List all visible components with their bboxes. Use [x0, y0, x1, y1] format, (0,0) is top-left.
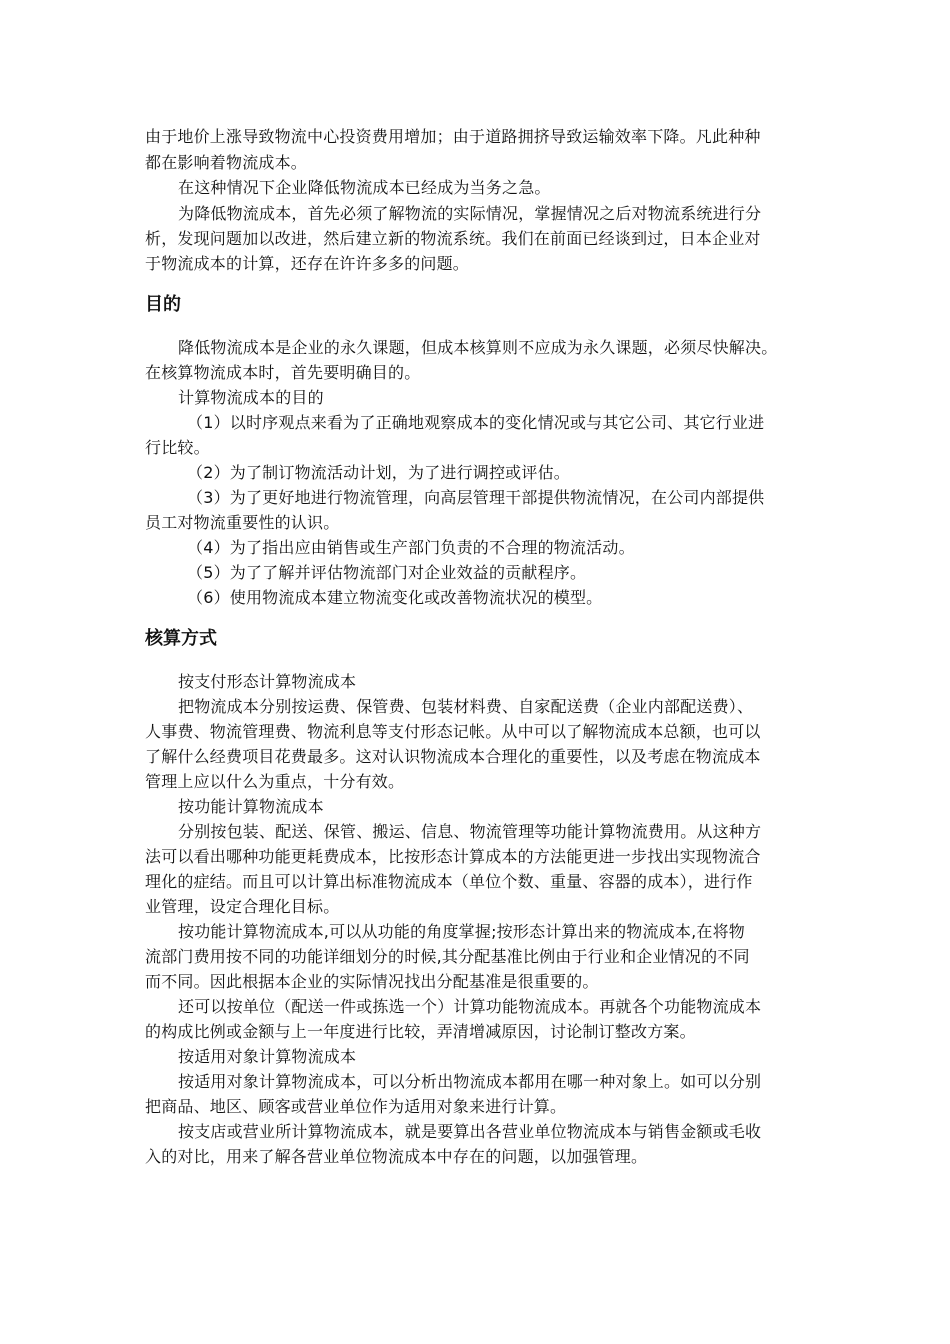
- method-s2-p2-line-3: 而不同。因此根据本企业的实际情况找出分配基准是很重要的。: [145, 972, 599, 991]
- method-s3-p2-line-1: 按支店或营业所计算物流成本，就是要算出各营业单位物流成本与销售金额或毛收: [178, 1122, 762, 1141]
- purpose-subheading: 计算物流成本的目的: [178, 388, 324, 407]
- purpose-item-4: （4）为了指出应由销售或生产部门负责的不合理的物流活动。: [187, 538, 635, 557]
- purpose-item-6: （6）使用物流成本建立物流变化或改善物流状况的模型。: [187, 588, 603, 607]
- method-heading: 核算方式: [145, 628, 217, 649]
- method-s2-p2-line-2: 流部门费用按不同的功能详细划分的时候,其分配基准比例由于行业和企业情况的不同: [145, 947, 750, 966]
- purpose-p1-line-2: 在核算物流成本时，首先要明确目的。: [145, 363, 421, 382]
- purpose-p1-line-1: 降低物流成本是企业的永久课题，但成本核算则不应成为永久课题，必须尽快解决。: [178, 338, 778, 357]
- intro-p1-line-1: 由于地价上涨导致物流中心投资费用增加；由于道路拥挤导致运输效率下降。凡此种种: [145, 127, 761, 146]
- method-s2-p3-line-1: 还可以按单位（配送一件或拣选一个）计算功能物流成本。再就各个功能物流成本: [178, 997, 762, 1016]
- method-s2-p3-line-2: 的构成比例或金额与上一年度进行比较，弄清增减原因，讨论制订整改方案。: [145, 1022, 696, 1041]
- method-s1-line-3: 了解什么经费项目花费最多。这对认识物流成本合理化的重要性，以及考虑在物流成本: [145, 747, 761, 766]
- method-s1-line-4: 管理上应以什么为重点，十分有效。: [145, 772, 405, 791]
- method-s1-title: 按支付形态计算物流成本: [178, 672, 357, 691]
- method-s1-line-2: 人事费、物流管理费、物流利息等支付形态记帐。从中可以了解物流成本总额，也可以: [145, 722, 761, 741]
- purpose-item-1-line-2: 行比较。: [145, 438, 210, 457]
- purpose-item-3-line-2: 员工对物流重要性的认识。: [145, 513, 340, 532]
- purpose-item-5: （5）为了了解并评估物流部门对企业效益的贡献程序。: [187, 563, 587, 582]
- method-s3-p2-line-2: 入的对比，用来了解各营业单位物流成本中存在的问题，以加强管理。: [145, 1147, 648, 1166]
- method-s2-p2-line-1: 按功能计算物流成本,可以从功能的角度掌握;按形态计算出来的物流成本,在将物: [178, 922, 745, 941]
- method-s3-title: 按适用对象计算物流成本: [178, 1047, 357, 1066]
- purpose-heading: 目的: [145, 294, 181, 315]
- method-s2-p1-line-3: 理化的症结。而且可以计算出标准物流成本（单位个数、重量、容器的成本），进行作: [145, 872, 753, 891]
- intro-p3-line-3: 于物流成本的计算，还存在许许多多的问题。: [145, 254, 470, 273]
- intro-p3-line-2: 析，发现问题加以改进，然后建立新的物流系统。我们在前面已经谈到过，日本企业对: [145, 229, 761, 248]
- purpose-item-3-line-1: （3）为了更好地进行物流管理，向高层管理干部提供物流情况，在公司内部提供: [187, 488, 765, 507]
- intro-p2: 在这种情况下企业降低物流成本已经成为当务之急。: [178, 178, 551, 197]
- method-s3-p1-line-2: 把商品、地区、顾客或营业单位作为适用对象来进行计算。: [145, 1097, 567, 1116]
- intro-p1-line-2: 都在影响着物流成本。: [145, 153, 308, 172]
- purpose-item-2: （2）为了制订物流活动计划，为了进行调控或评估。: [187, 463, 570, 482]
- method-s2-p1-line-1: 分别按包装、配送、保管、搬运、信息、物流管理等功能计算物流费用。从这种方: [178, 822, 762, 841]
- method-s1-line-1: 把物流成本分别按运费、保管费、包装材料费、自家配送费（企业内部配送费）、: [178, 697, 754, 716]
- method-s2-title: 按功能计算物流成本: [178, 797, 324, 816]
- method-s2-p1-line-4: 业管理，设定合理化目标。: [145, 897, 340, 916]
- intro-p3-line-1: 为降低物流成本，首先必须了解物流的实际情况，掌握情况之后对物流系统进行分: [178, 204, 762, 223]
- purpose-item-1-line-1: （1）以时序观点来看为了正确地观察成本的变化情况或与其它公司、其它行业进: [187, 413, 765, 432]
- method-s3-p1-line-1: 按适用对象计算物流成本，可以分析出物流成本都用在哪一种对象上。如可以分别: [178, 1072, 762, 1091]
- method-s2-p1-line-2: 法可以看出哪种功能更耗费成本，比按形态计算成本的方法能更进一步找出实现物流合: [145, 847, 761, 866]
